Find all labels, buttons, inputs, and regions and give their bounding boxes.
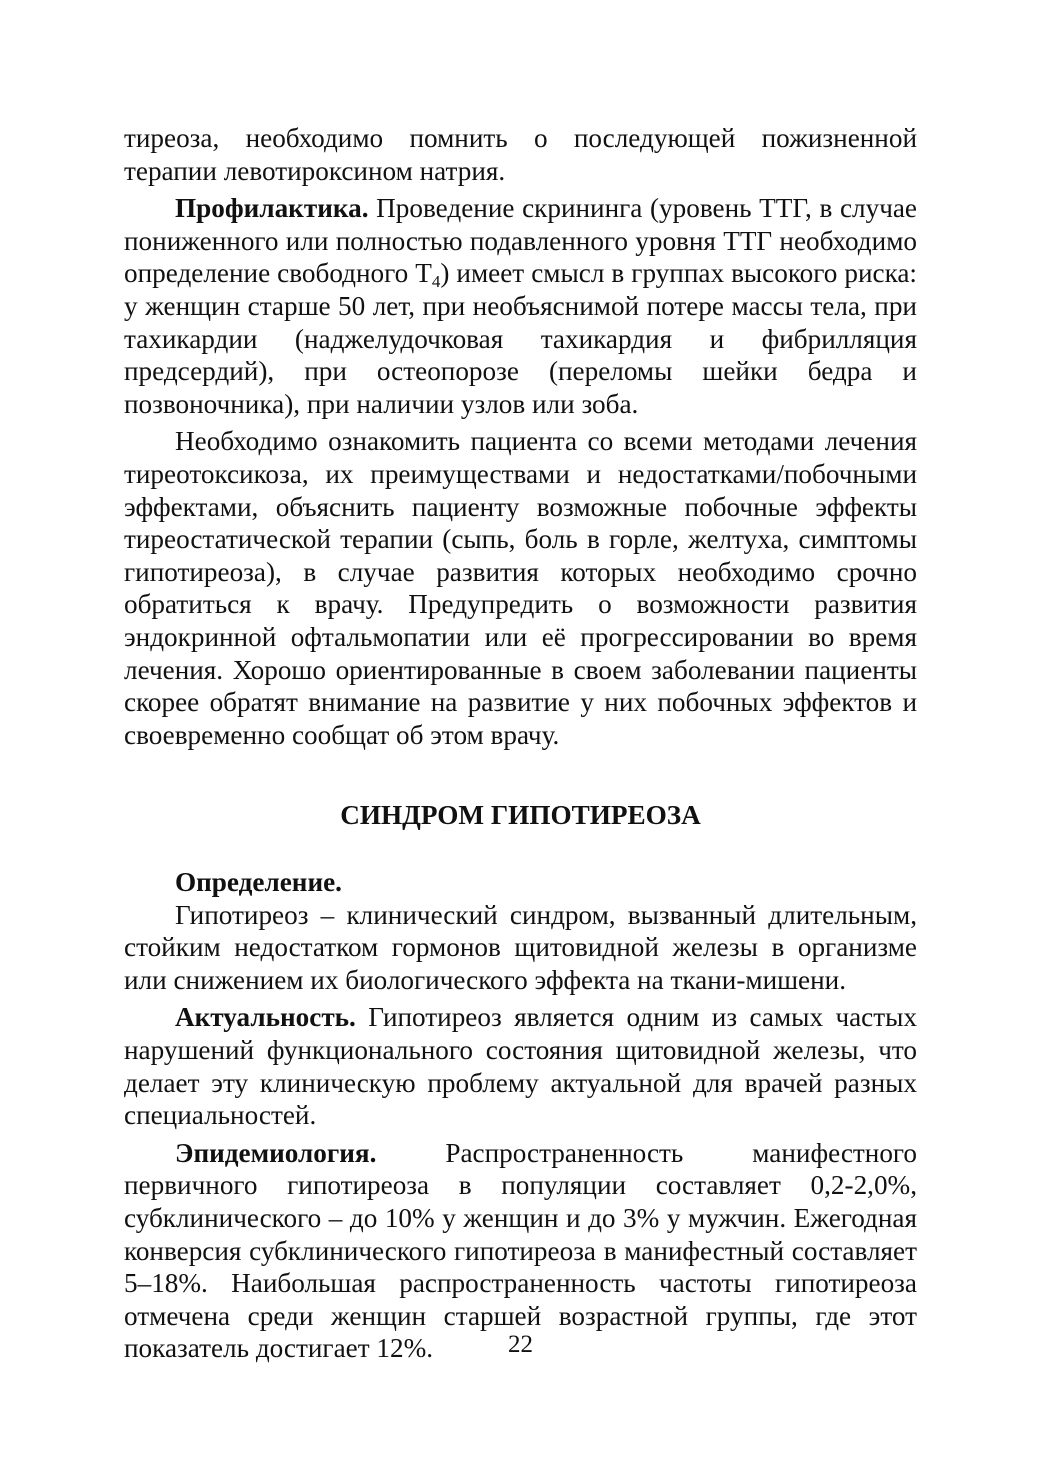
section-content [124, 866, 917, 1365]
epidemiology-lead: Эпидемиология. [175, 1137, 377, 1168]
page-number: 22 [508, 1331, 533, 1358]
prevention-text-b: ) имеет смысл в группах высокого риска: у женщин старше 50 лет, при необъяснимой потере массы тела, при тахикардии (наджелудочковая тахикардия и фибрилляция предсердий), при остеопорозе (переломы шейки бедра и позвоночника), при наличии узлов или зоба. [124, 258, 917, 419]
section-heading: СИНДРОМ ГИПОТИРЕОЗА [340, 800, 701, 830]
relevance-lead: Актуальность. [175, 1002, 356, 1033]
prevention-subscript: 4 [431, 272, 441, 292]
relevance-text: Гипотиреоз является одним из самых частых нарушений функционального состояния щитовидной железы, что делает эту клиническую проблему актуальной для врачей разных специальностей. [124, 1002, 917, 1131]
prevention-text-a: Проведение скрининга (уровень ТТГ, в случае пониженного или полностью подавленного уровня ТТГ необходимо определение свободного Т [124, 193, 917, 289]
epidemiology-text: Распространенность манифестного первичного гипотиреоза в популяции составляет 0,2-2,0%, субклинического – до 10% у женщин и до 3% у мужчин. Ежегодная конверсия субклинического гипотиреоза в манифестный составляет 5–18%. Наибольшая распространенность частоты гипотиреоза отмечена среди женщин старшей возрастной группы, где этот показатель достигает 12%. [124, 1137, 917, 1364]
paragraph-patient-education: Необходимо ознакомить пациента со всеми методами лечения тиреотоксикоза, их преимуществами и недостатками/побочными эффектами, объяснить пациенту возможные побочные эффекты тиреостатической терапии (сыпь, боль в горле, желтуха, симптомы гипотиреоза), в случае развития которых необходимо срочно обратиться к врачу. Предупредить о возможности развития эндокринной офтальмопатии или её прогрессировании во время лечения. Хорошо ориентированные в своем заболевании пациенты скорее обратят внимание на развитие у них побочных эффектов и своевременно сообщат об этом врачу. [124, 426, 917, 750]
paragraph-therapy-continuation: тиреоза, необходимо помнить о последующей пожизненной терапии левотироксином натрия. [124, 123, 917, 186]
paragraph-prevention [124, 192, 917, 420]
paragraph-definition: Гипотиреоз – клинический синдром, вызванный длительным, стойким недостатком гормонов щитовидной железы в организме или снижением их биологического эффекта на ткани-мишени. [124, 899, 917, 995]
prevention-lead: Профилактика. [175, 193, 369, 224]
paragraph-relevance [124, 1001, 917, 1131]
definition-title: Определение. [175, 867, 342, 897]
page-body [124, 122, 917, 1364]
